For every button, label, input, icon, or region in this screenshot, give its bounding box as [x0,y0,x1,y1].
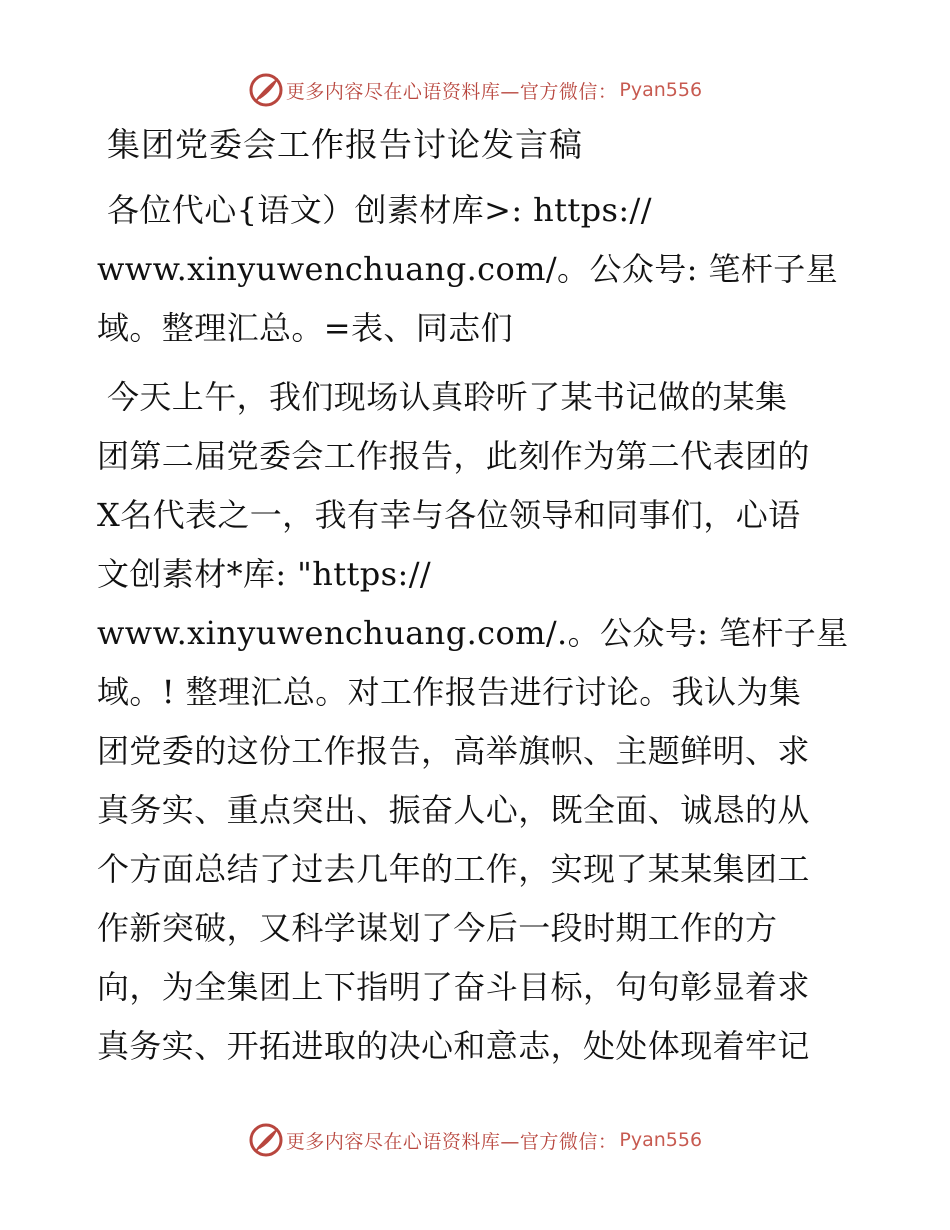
paragraph-line: 真务实、重点突出、振奋人心，既全面、诚恳的从 [97,791,810,829]
salutation-paragraph [97,181,857,358]
banner-wechat-id: Pyan556 [619,79,703,101]
paragraph-line: 团第二届党委会工作报告，此刻作为第二代表团的 [97,437,810,475]
paragraph-line: 今天上午，我们现场认真聆听了某书记做的某集 [107,378,788,416]
paragraph-line: 域。整理汇总。=表、同志们 [97,309,514,347]
banner-text: 更多内容尽在心语资料库—官方微信： [285,80,618,103]
paragraph-line: 文创素材*库: "https:// [97,555,432,593]
document-body [97,118,857,1076]
paragraph-line: www.xinyuwenchuang.com/.。公众号: 笔杆子星 [97,614,849,652]
paragraph-line: 个方面总结了过去几年的工作，实现了某某集团工 [97,850,810,888]
paragraph-line: www.xinyuwenchuang.com/。公众号: 笔杆子星 [97,250,839,288]
banner-wechat-id: Pyan556 [619,1129,703,1151]
paragraph-line: 团党委的这份工作报告，高举旗帜、主题鲜明、求 [97,732,810,770]
paragraph-line: 域。! 整理汇总。对工作报告进行讨论。我认为集 [97,673,802,711]
paragraph-line: X名代表之一，我有幸与各位领导和同事们，心语 [97,496,801,534]
body-paragraph [97,368,857,1076]
paragraph-line: 向，为全集团上下指明了奋斗目标，句句彰显着求 [97,968,810,1006]
quill-pen-logo-icon [248,1122,284,1158]
document-title: 集团党委会工作报告讨论发言稿 [107,125,583,164]
paragraph-line: 真务实、开拓进取的决心和意志，处处体现着牢记 [97,1027,810,1065]
quill-pen-logo-icon [248,72,284,108]
banner-text: 更多内容尽在心语资料库—官方微信： [285,1130,618,1153]
footer-banner [0,1120,950,1160]
header-banner [0,70,950,110]
paragraph-line: 各位代心{语文）创素材库>: https:// [107,191,652,229]
paragraph-line: 作新突破，又科学谋划了今后一段时期工作的方 [97,909,778,947]
